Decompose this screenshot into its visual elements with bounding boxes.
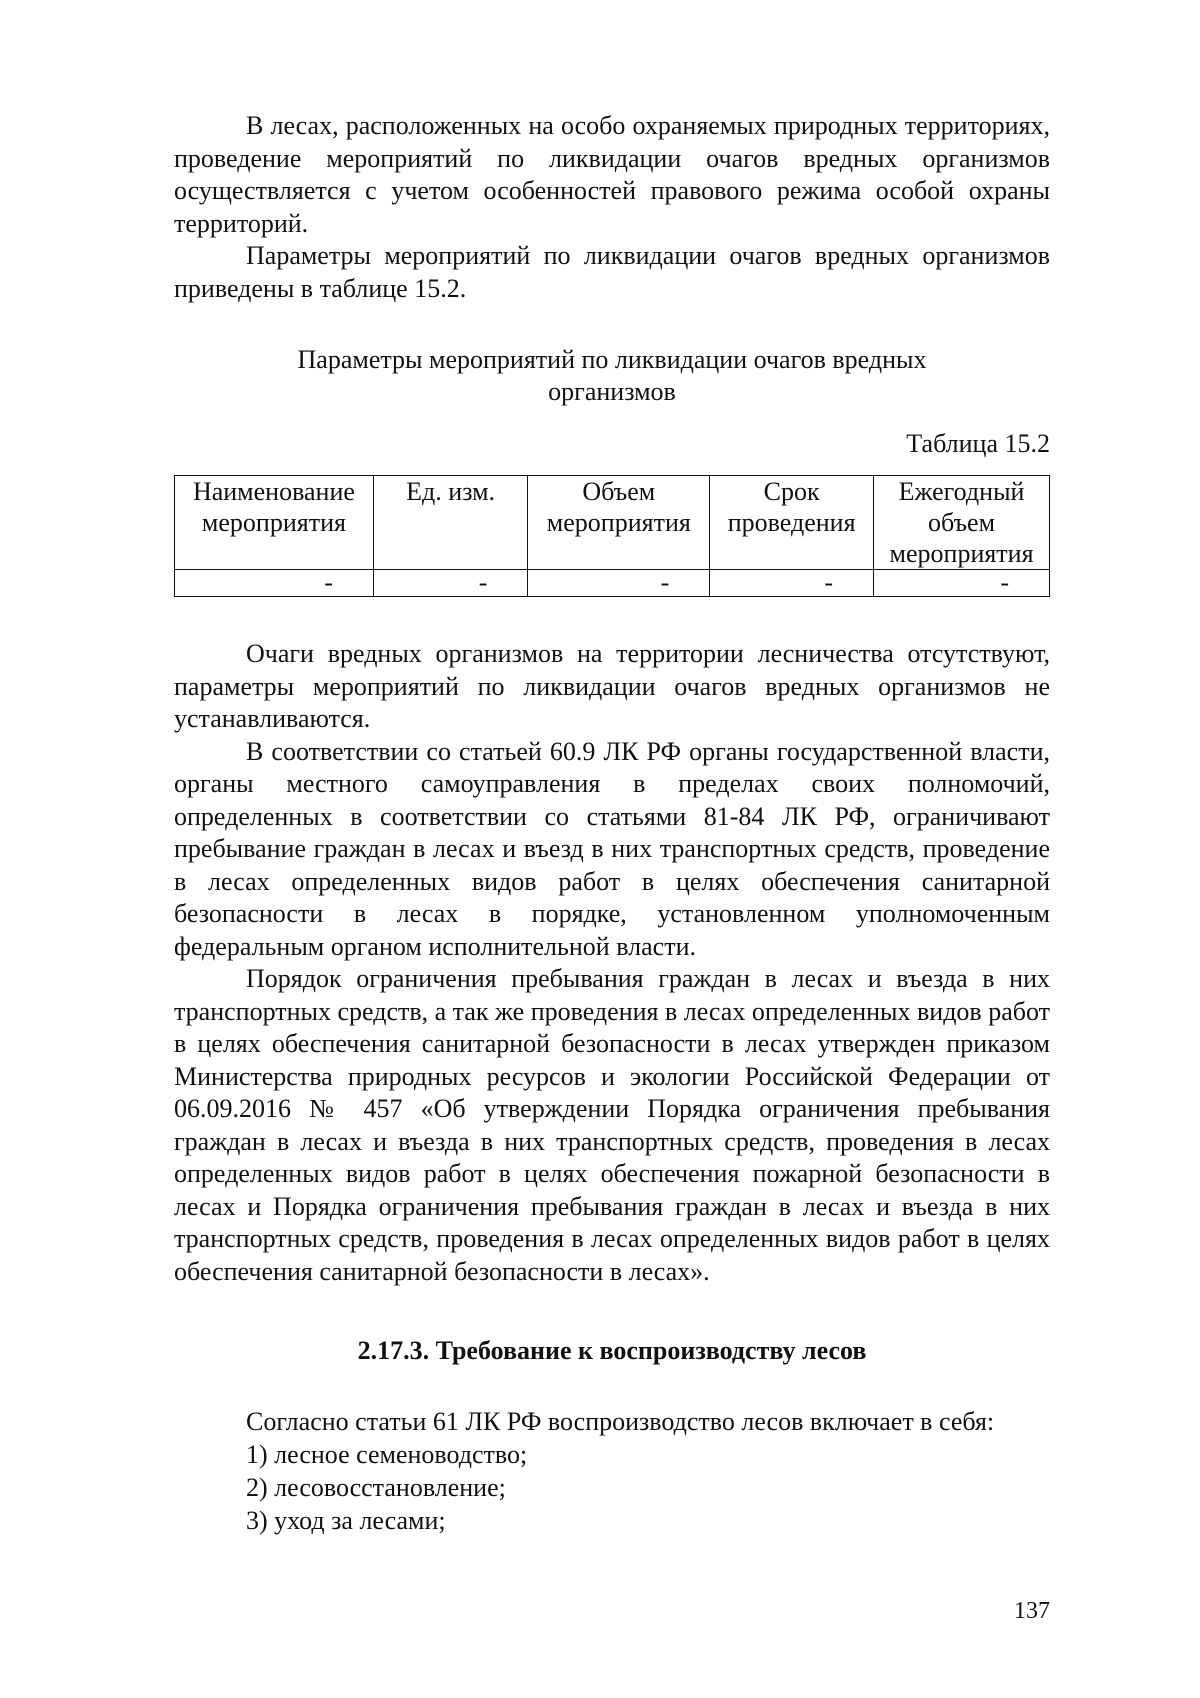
table-cell: - bbox=[175, 570, 374, 597]
table-header-row bbox=[175, 476, 1050, 570]
table-cell: - bbox=[874, 570, 1050, 597]
list-item: 2) лесовосстановление; bbox=[246, 1473, 506, 1502]
list-intro: Согласно статьи 61 ЛК РФ воспроизводство лесов включает в себя: bbox=[246, 1407, 995, 1436]
list-item: 3) уход за лесами; bbox=[246, 1506, 446, 1535]
body-text-block bbox=[174, 638, 1050, 1288]
header-deadline: Срок проведения bbox=[710, 476, 874, 570]
paragraph-protected-territories: В лесах, расположенных на особо охраняемых природных территориях, проведение мероприятий по ликвидации очагов вредных организмов осуществляется с учетом особенностей правового режима особой охраны территорий. bbox=[174, 111, 1050, 238]
paragraph-restriction-order: Порядок ограничения пребывания граждан в лесах и въезда в них транспортных средств, а так же проведения в лесах определенных видов работ в целях обеспечения санитарной безопасности в лесах утвержден приказом Министерства природных ресурсов и экологии Российской Федерации от 06.09.2016 № 457 «Об утверждении Порядка ограничения пребывания граждан в лесах и въезда в них транспортных средств, проведения в лесах определенных видов работ в целях обеспечения пожарной безопасности в лесах и Порядка ограничения пребывания граждан в лесах и въезда в них транспортных средств, проведения в лесах определенных видов работ в целях обеспечения санитарной безопасности в лесах». bbox=[174, 964, 1050, 1286]
section-heading: 2.17.3. Требование к воспроизводству лесов bbox=[357, 1336, 867, 1365]
paragraph-table-reference: Параметры мероприятий по ликвидации очагов вредных организмов приведены в таблице 15.2. bbox=[174, 241, 1050, 303]
table-cell: - bbox=[528, 570, 710, 597]
page-number: 137 bbox=[1014, 1598, 1050, 1624]
table-caption-line1: Параметры мероприятий по ликвидации очагов вредных bbox=[297, 345, 927, 374]
list-item: 1) лесное семеноводство; bbox=[246, 1440, 528, 1469]
table-cell: - bbox=[373, 570, 528, 597]
header-unit: Ед. изм. bbox=[373, 476, 528, 570]
table-number: Таблица 15.2 bbox=[906, 429, 1050, 458]
intro-text-block bbox=[174, 110, 1050, 305]
header-activity-name: Наименование мероприятия bbox=[175, 476, 374, 570]
table-caption bbox=[174, 344, 1050, 408]
paragraph-no-foci: Очаги вредных организмов на территории лесничества отсутствуют, параметры мероприятий по ликвидации очагов вредных организмов не устанавливаются. bbox=[174, 639, 1050, 733]
header-annual-volume: Ежегодный объем мероприятия bbox=[874, 476, 1050, 570]
paragraph-article-60-9: В соответствии со статьей 60.9 ЛК РФ органы государственной власти, органы местного самоуправления в пределах своих полномочий, определенных в соответствии со статьями 81-84 ЛК РФ, ограничивают пребывание граждан в лесах и въезд в них транспортных средств, проведение в лесах определенных видов работ в целях обеспечения санитарной безопасности в лесах в порядке, установленном уполномоченным федеральным органом исполнительной власти. bbox=[174, 736, 1050, 961]
table-cell: - bbox=[710, 570, 874, 597]
table-row bbox=[175, 570, 1050, 597]
table-caption-line2: организмов bbox=[548, 377, 676, 406]
reproduction-list bbox=[174, 1405, 1074, 1537]
header-volume: Объем мероприятия bbox=[528, 476, 710, 570]
parameters-table bbox=[174, 475, 1050, 597]
